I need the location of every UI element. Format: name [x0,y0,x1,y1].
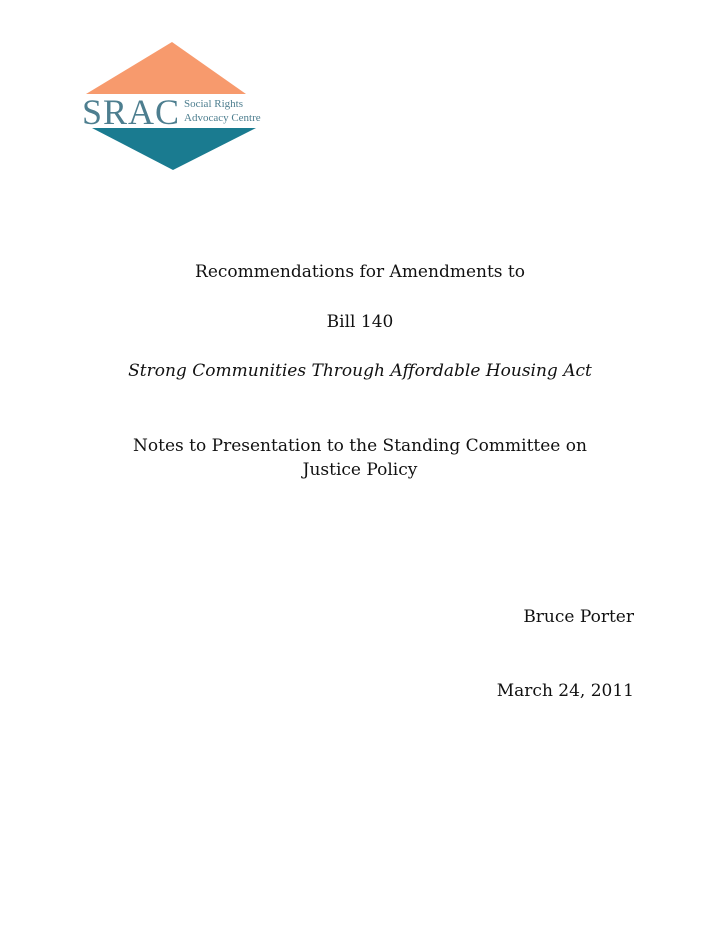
act-name: Strong Communities Through Affordable Housing Act [128,361,592,381]
logo-bottom-triangle [92,128,256,170]
logo-name-line1: Social Rights [184,98,243,110]
author-name: Bruce Porter [523,607,634,627]
presentation-notes-line2: Justice Policy [302,460,418,480]
document-date: March 24, 2011 [496,681,634,701]
presentation-notes-line1: Notes to Presentation to the Standing Committee on [133,436,587,456]
document-title: Recommendations for Amendments to [195,262,525,282]
srac-logo [80,40,280,172]
bill-number: Bill 140 [326,312,394,332]
logo-acronym: SRAC [82,92,181,132]
logo-top-triangle [86,42,246,94]
logo-name-line2: Advocacy Centre [184,112,261,124]
srac-logo-graphic [80,40,280,172]
